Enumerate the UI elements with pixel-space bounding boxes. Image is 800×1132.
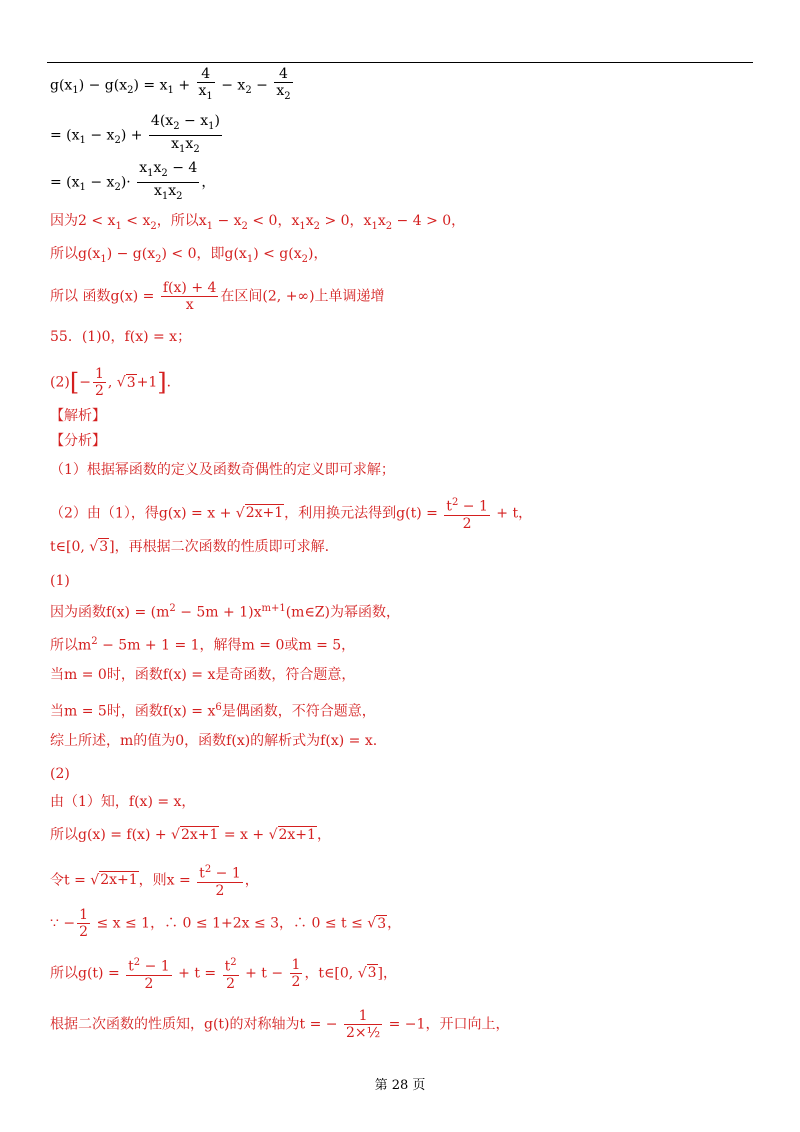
line-15: 当m = 5时，函数$f(x) = x^6$是偶函数，不符合题意， (50, 702, 376, 720)
line-16: 综上所述，m的值为0，函数f(x)的解析式为f(x) = x. (50, 733, 378, 749)
line-14: 当m = 0时，函数f(x) = x是奇函数，符合题意， (50, 667, 356, 683)
line-9: （2）由（1），得g(x) = x + √2x+1，利用换元法得到g(t) = $\frac{t^2 - 1}{2}$ + t， (50, 497, 533, 532)
line-18: 由（1）知，f(x) = x， (50, 794, 196, 810)
line-4: 55．(1)0，f(x) = x； (50, 329, 192, 345)
line-23: 根据二次函数的性质知，g(t)的对称轴为t = − $\frac{1}{\text{2×½}}$ = −1，开口向上， (50, 1008, 510, 1041)
line-11: (1) (50, 573, 70, 589)
formula-line-3: = $(x_1 - x_2)\cdot$ $\frac{x_1x_2 - 4}{x_1x_2}$ ， (50, 160, 216, 202)
line-12: 因为函数$f(x) = (m^2 - 5m$ + $1)x^{m+1}(m\in Z)$为幂函数， (50, 603, 400, 621)
line-20: 令t = √2x+1，则x = $\frac{t^2 - 1}{2}$ ， (50, 864, 259, 899)
page-number: 第 28 页 (374, 1078, 426, 1093)
line-5: (2)[− $\frac{1}{2}$ , √3+1]． (50, 366, 181, 399)
line-17: (2) (50, 766, 70, 782)
line-1: 因为$2 < x_1 < x_2$，所以$x_1 - x_2 < 0$，$x_1x_2 > 0$，$x_1x_2 - 4 > 0$， (50, 213, 466, 232)
line-6: 【解析】 (50, 408, 106, 424)
line-7: 【分析】 (50, 433, 106, 449)
line-19: 所以g(x) = f(x) + √2x+1 = x + √2x+1， (50, 827, 331, 843)
line-8: （1）根据幂函数的定义及函数奇偶性的定义即可求解； (50, 462, 395, 478)
line-3: 所以 函数g(x) = $\frac{f(x) + 4}{x}$ 在区间(2, +∞)上单调递增 (50, 280, 385, 313)
formula-line-2: = $(x_1 - x_2)$ + $\frac{4(x_2 - x_1)}{x_1x_2}$ (50, 113, 220, 155)
header-rule (47, 62, 753, 63)
line-22: 所以g(t) = $\frac{t^2 - 1}{2}$ + t = $\frac{t^2}{2}$ + t − $\frac{1}{2}$ ，t∈[0, √3]， (50, 956, 398, 992)
formula-line-1: $g(x_1) - g(x_2) = x_1$ + $\frac{4}{x_1}$ − $x_2$ − $\frac{4}{x_2}$ (50, 66, 291, 102)
line-10: t∈[0, √3]，再根据二次函数的性质即可求解. (50, 539, 330, 555)
line-2: 所以$g(x_1) - g(x_2) < 0$，即$g(x_1) < g(x_2)$， (50, 246, 328, 265)
line-13: 所以$m^2 - 5m + 1 = 1$，解得m = 0或m = 5， (50, 636, 356, 654)
line-21: ∵ − $\frac{1}{2}$ ≤ x ≤ 1，∴ 0 ≤ 1+2x ≤ 3，∴ 0 ≤ t ≤ √3， (50, 907, 402, 940)
